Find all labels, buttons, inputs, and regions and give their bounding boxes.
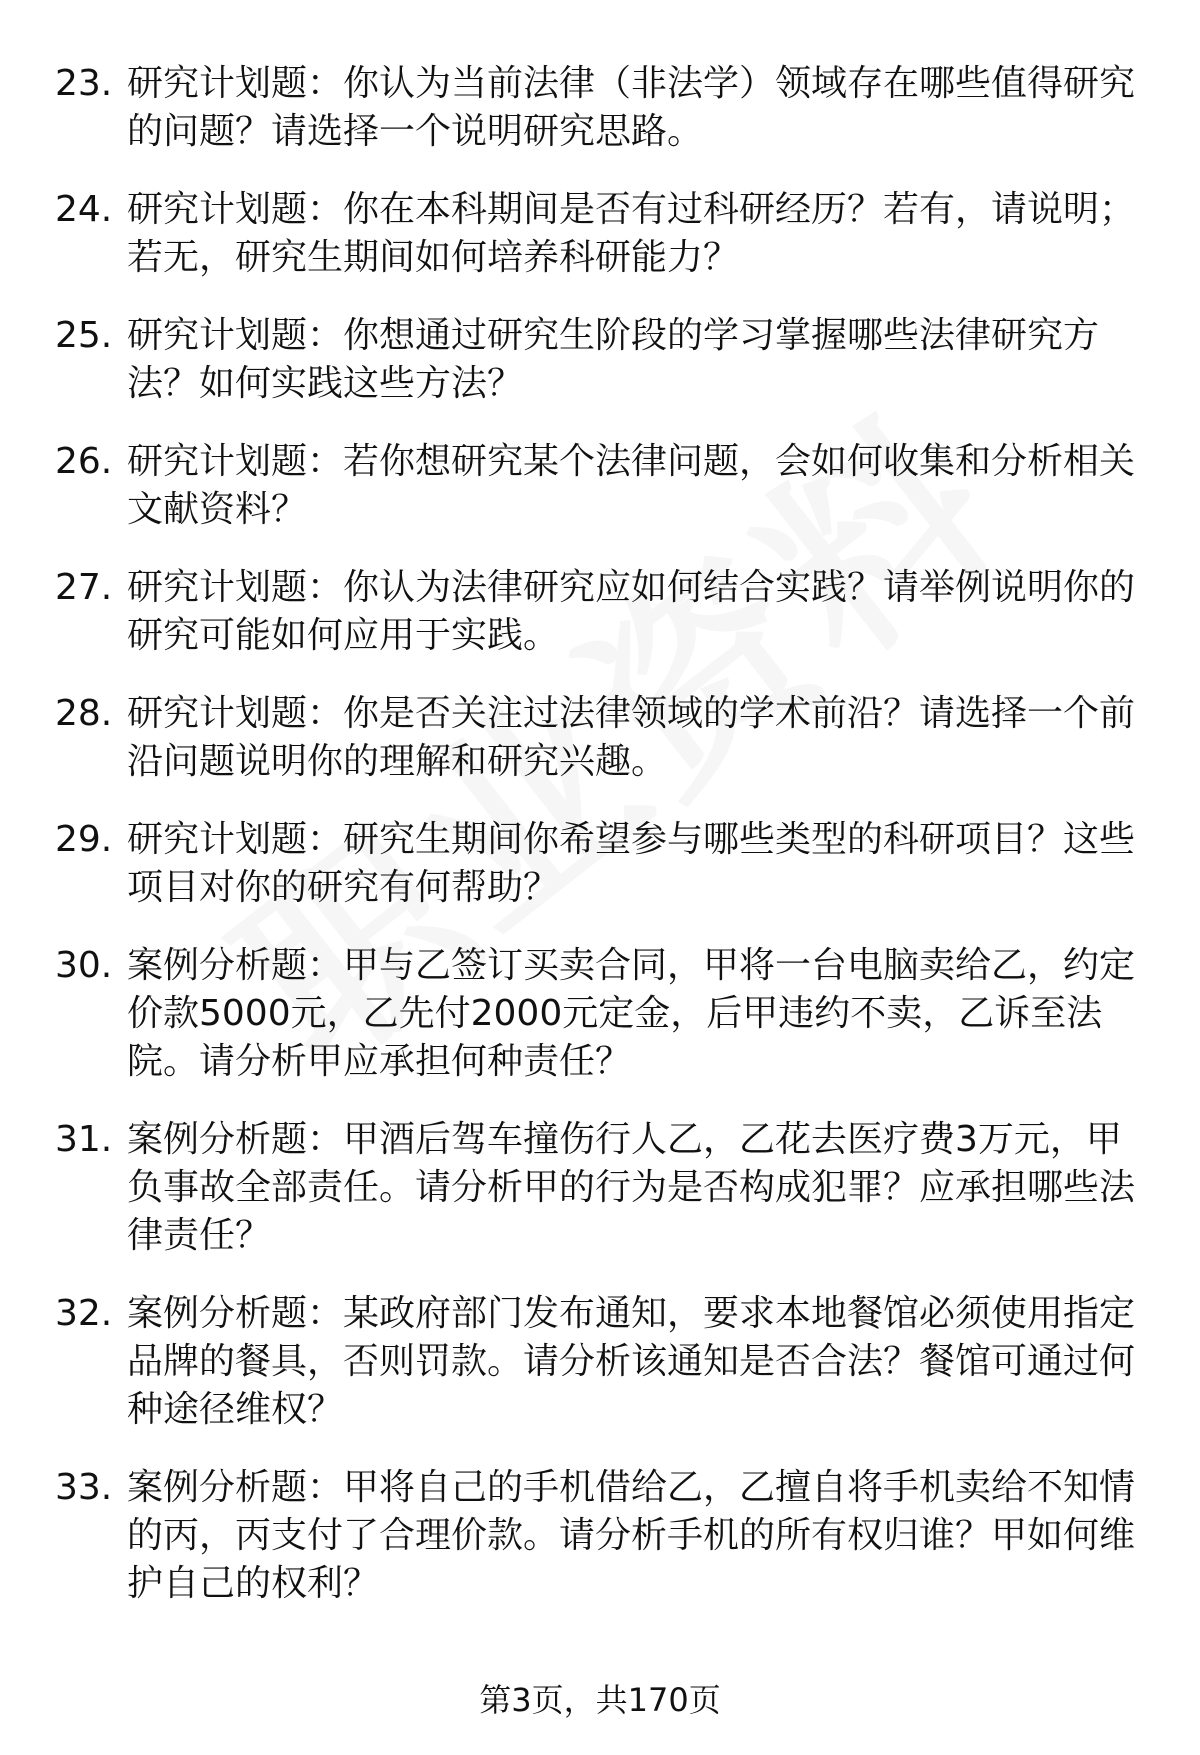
question-number: 28.: [55, 693, 113, 734]
question-text: 案例分析题：某政府部门发布通知，要求本地餐馆必须使用指定品牌的餐具，否则罚款。请分析该通知是否合法？餐馆可通过何种途径维权？: [127, 1293, 1136, 1430]
question-number: 25.: [55, 315, 113, 356]
question-list: [55, 60, 1155, 1638]
question-item: [55, 1464, 1155, 1608]
question-item: [55, 942, 1155, 1086]
question-item: [55, 564, 1155, 660]
question-text: 研究计划题：你是否关注过法律领域的学术前沿？请选择一个前沿问题说明你的理解和研究兴趣。: [127, 693, 1136, 782]
question-text: 研究计划题：若你想研究某个法律问题，会如何收集和分析相关文献资料？: [127, 441, 1136, 530]
question-number: 24.: [55, 189, 113, 230]
question-number: 26.: [55, 441, 113, 482]
question-item: [55, 186, 1155, 282]
page-footer: 第3页，共170页: [479, 1681, 721, 1719]
question-number: 31.: [55, 1119, 113, 1160]
question-number: 33.: [55, 1467, 113, 1508]
question-text: 研究计划题：你认为当前法律（非法学）领域存在哪些值得研究的问题？请选择一个说明研究思路。: [127, 63, 1136, 152]
question-text: 案例分析题：甲与乙签订买卖合同，甲将一台电脑卖给乙，约定价款5000元，乙先付2000元定金，后甲违约不卖，乙诉至法院。请分析甲应承担何种责任？: [127, 945, 1136, 1082]
question-item: [55, 1290, 1155, 1434]
question-number: 32.: [55, 1293, 113, 1334]
question-item: [55, 312, 1155, 408]
question-text: 研究计划题：你想通过研究生阶段的学习掌握哪些法律研究方法？如何实践这些方法？: [127, 315, 1100, 404]
question-item: [55, 60, 1155, 156]
question-item: [55, 1116, 1155, 1260]
question-item: [55, 816, 1155, 912]
question-item: [55, 690, 1155, 786]
question-text: 案例分析题：甲将自己的手机借给乙，乙擅自将手机卖给不知情的丙，丙支付了合理价款。请分析手机的所有权归谁？甲如何维护自己的权利？: [127, 1467, 1136, 1604]
question-text: 案例分析题：甲酒后驾车撞伤行人乙，乙花去医疗费3万元，甲负事故全部责任。请分析甲的行为是否构成犯罪？应承担哪些法律责任？: [127, 1119, 1136, 1256]
question-number: 30.: [55, 945, 113, 986]
question-text: 研究计划题：你认为法律研究应如何结合实践？请举例说明你的研究可能如何应用于实践。: [127, 567, 1136, 656]
question-number: 29.: [55, 819, 113, 860]
question-number: 27.: [55, 567, 113, 608]
question-number: 23.: [55, 63, 113, 104]
question-item: [55, 438, 1155, 534]
question-text: 研究计划题：研究生期间你希望参与哪些类型的科研项目？这些项目对你的研究有何帮助？: [127, 819, 1136, 908]
question-text: 研究计划题：你在本科期间是否有过科研经历？若有，请说明；若无，研究生期间如何培养科研能力？: [127, 189, 1136, 278]
